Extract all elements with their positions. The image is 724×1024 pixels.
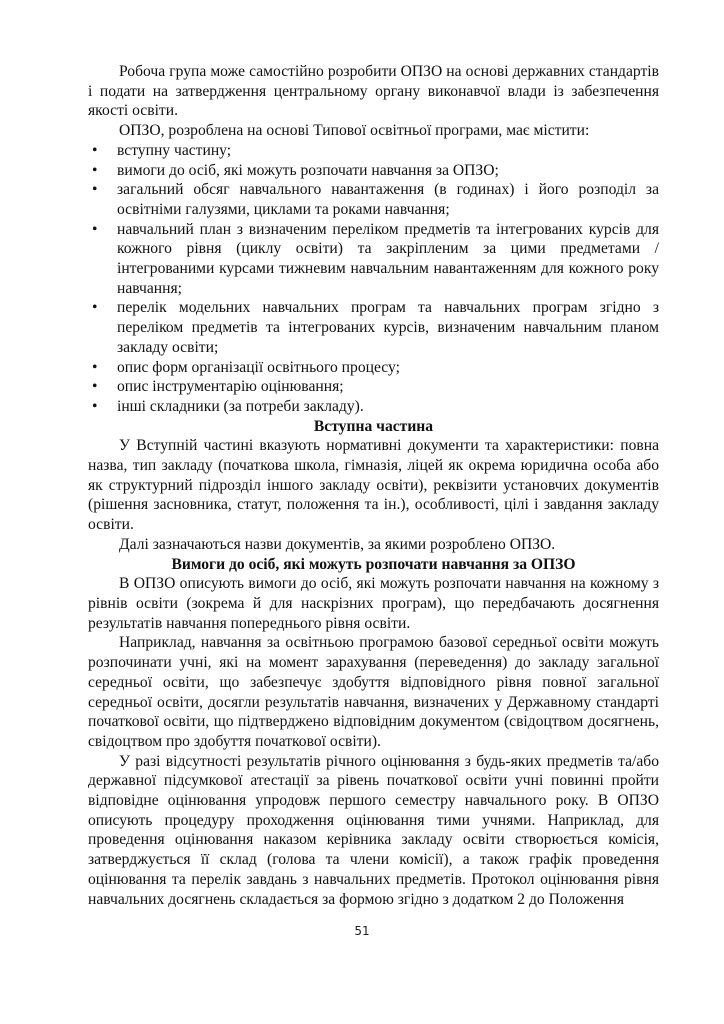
bullet-icon: • (92, 358, 98, 376)
paragraph: Наприклад, навчання за освітньою програмою базової середньої освіти можуть розпочинати учні, які на момент зарахування (переведення) до закладу загальної середньої освіти, що забезпечує здобуття відповідного рівня повної загальної середньої освіти, досягли результатів навчання, визначених у Державному стандарті початкової освіти, що підтверджено відповідним документом (свідоцтвом досягнень, свідоцтвом про здобуття початкової освіти). (88, 634, 659, 750)
list-item: • опис інструментарію оцінювання; (92, 378, 344, 396)
list-item: • загальний обсяг навчального навантаження (в годинах) і його розподіл за освітніми галузями, циклами та роками навчання; (92, 181, 659, 218)
list-item: • вимоги до осіб, які можуть розпочати навчання за ОПЗО; (92, 161, 499, 179)
paragraph: В ОПЗО описують вимоги до осіб, які можуть розпочати навчання на кожному з рівнів освіти (зокрема й для наскрізних програм), що передбачають досягнення результатів навчання попереднього рівня освіти. (88, 575, 659, 632)
paragraph: Робоча група може самостійно розробити ОПЗО на основі державних стандартів і подати на затвердження центральному органу виконавчої влади із забезпечення якості освіти. (88, 63, 659, 120)
bullet-icon: • (92, 161, 98, 179)
bullet-icon: • (92, 141, 98, 159)
bullet-icon: • (92, 378, 98, 396)
bullet-list (88, 141, 659, 417)
list-item: • перелік модельних навчальних програм та навчальних програм згідно з переліком предметів та інтегрованих курсів, визначеним навчальним планом закладу освіти; (92, 299, 659, 356)
bullet-icon: • (92, 397, 98, 415)
list-item: • опис форм організації освітнього процесу; (92, 358, 400, 376)
document-page (88, 62, 659, 939)
paragraph: ОПЗО, розроблена на основі Типової освітньої програми, має містити: (119, 122, 590, 140)
section-heading: Вимоги до осіб, які можуть розпочати навчання за ОПЗО (171, 555, 576, 573)
list-item: • навчальний план з визначеним переліком предметів та інтегрованих курсів для кожного рівня (циклу освіти) та закріпленим за цими предметами / інтегрованими курсами тижневим навчальним навантаженням для кожного року навчання; (92, 220, 659, 297)
bullet-icon: • (92, 220, 98, 238)
bullet-icon: • (92, 299, 98, 317)
section-heading: Вступна частина (313, 417, 434, 435)
paragraph: У Вступній частині вказують нормативні документи та характеристики: повна назва, тип закладу (початкова школа, гімназія, ліцей як окрема юридична особа або як структурний підрозділ іншого закладу освіти), реквізити установчих документів (рішення засновника, статут, положення та ін.), особливості, цілі і завдання закладу освіти. (88, 437, 659, 534)
list-item: • вступну частину; (92, 141, 232, 159)
paragraph: У разі відсутності результатів річного оцінювання з будь-яких предметів та/або державної підсумкової атестації за рівень початкової освіти учні повинні пройти відповідне оцінювання упродовж першого семестру навчального року. В ОПЗО описують процедуру проходження оцінювання тими учнями. Наприклад, для проведення оцінювання наказом керівника закладу освіти створюється комісія, затверджується її склад (голова та члени комісії), а також графік проведення оцінювання та перелік завдань з навчальних предметів. Протокол оцінювання рівня навчальних досягнень складається за формою згідно з додатком 2 до Положення (88, 752, 659, 908)
paragraph: Далі зазначаються назви документів, за якими розроблено ОПЗО. (119, 535, 556, 553)
bullet-icon: • (92, 181, 98, 199)
page-number: 51 (354, 924, 370, 939)
list-item: • інші складники (за потреби закладу). (92, 397, 364, 415)
